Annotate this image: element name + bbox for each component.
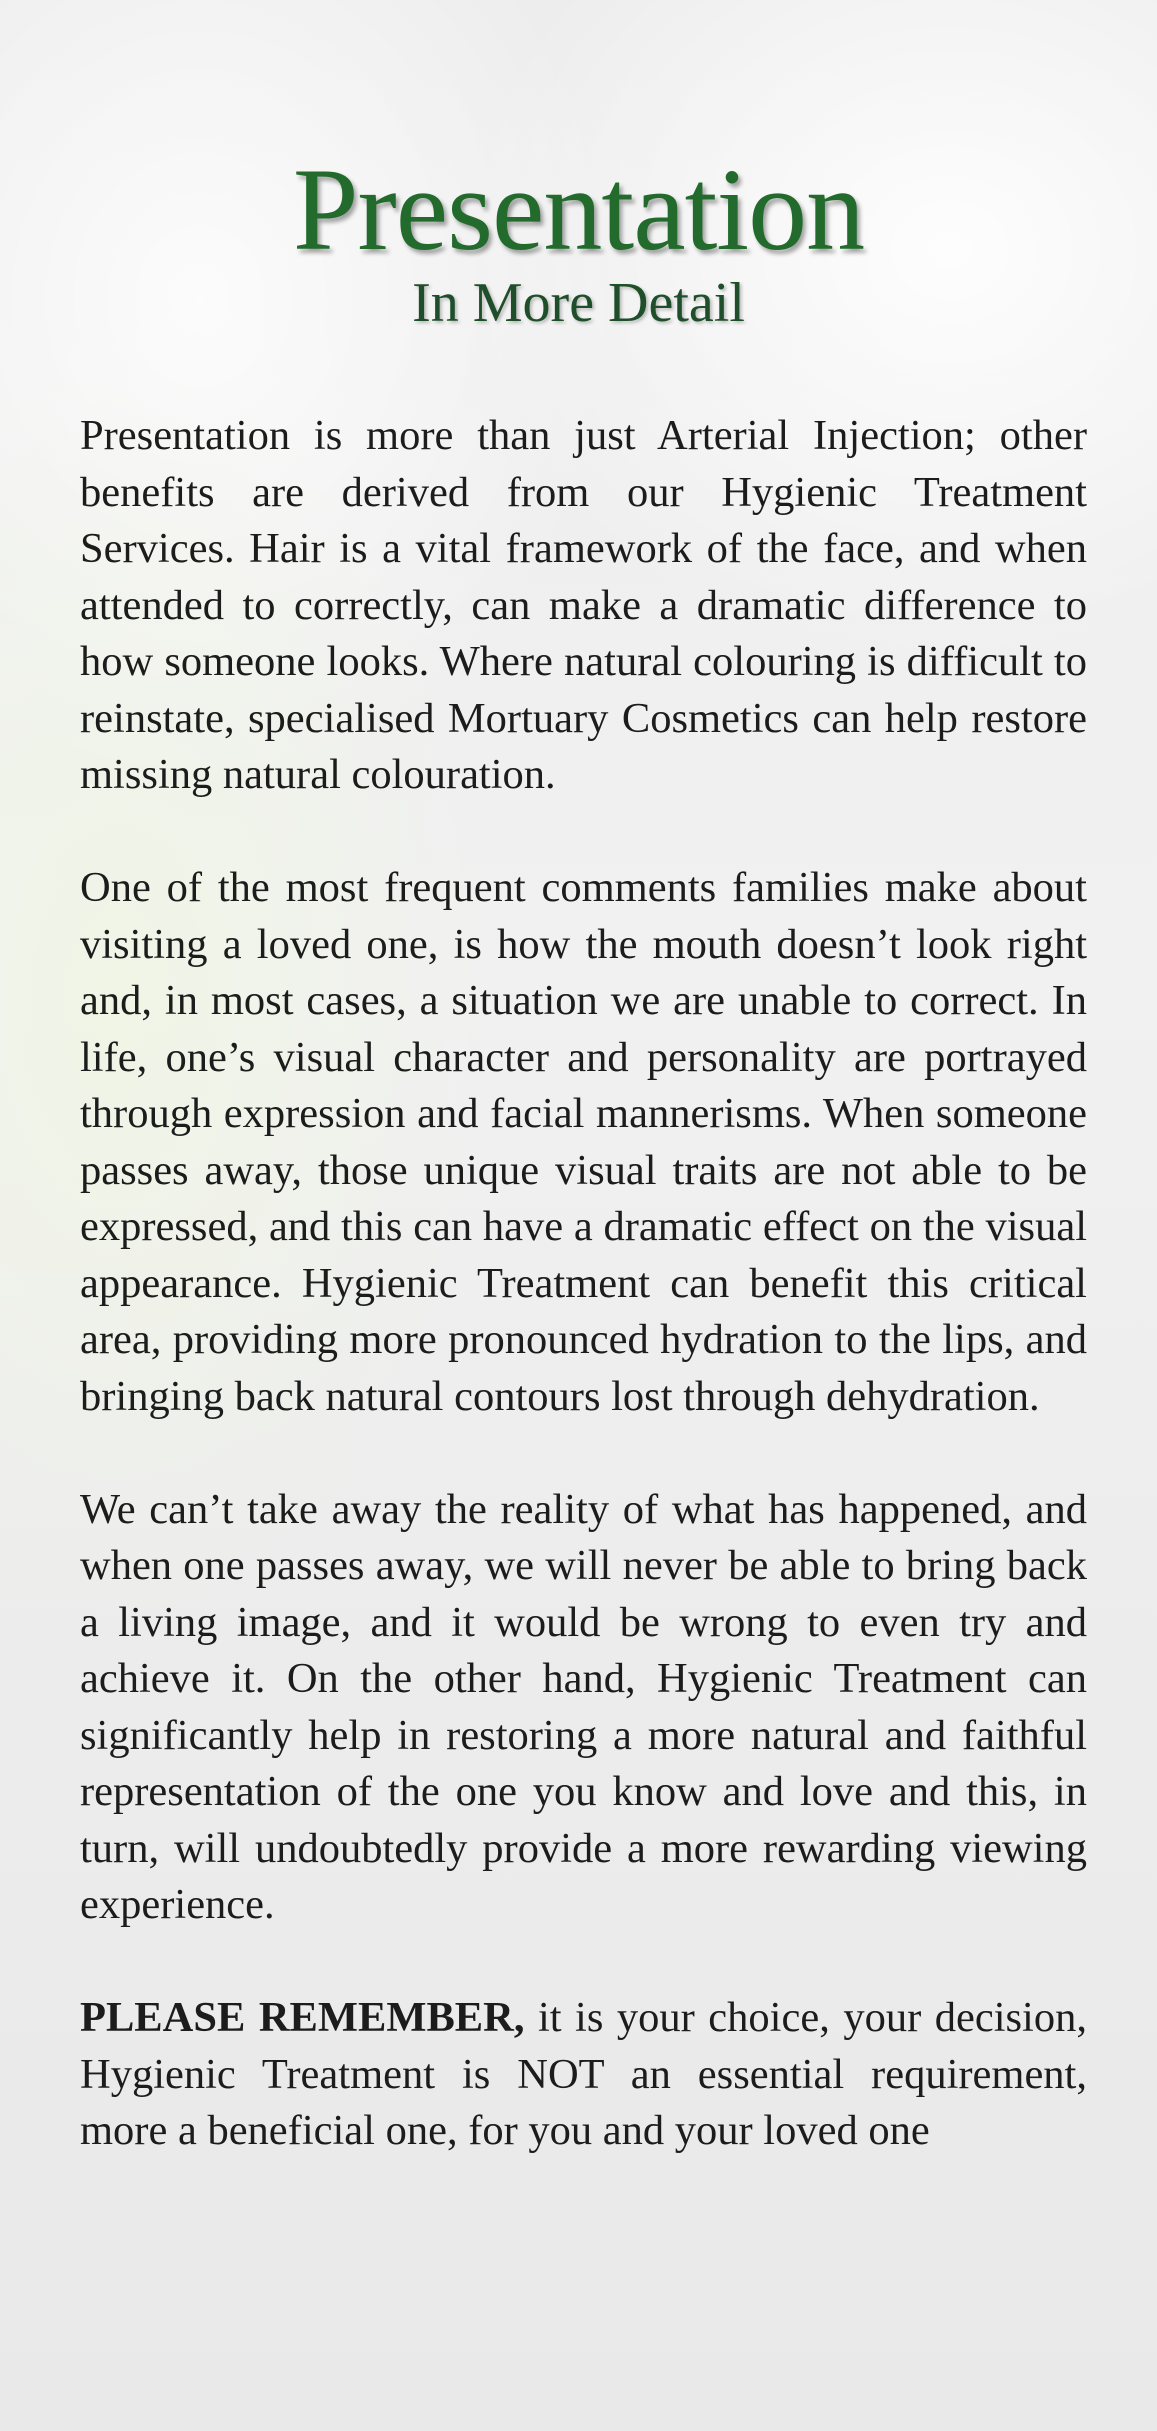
- paragraph-reality: We can’t take away the reality of what has happened, and when one passes away, we will never be able to bring back a living image, and it would be wrong to even try and achieve it. On the other hand, Hygienic Treatment can significantly help in restoring a more natural and faithful representation of the one you know and love and this, in turn, will undoubtedly provide a more rewarding viewing experience.: [80, 1485, 1087, 1928]
- reminder-text: it is your choice, your decision, Hygienic Treatment is NOT an essential requirement, more a beneficial one, for you and your loved one: [80, 1994, 1087, 2154]
- reminder-lead: PLEASE REMEMBER,: [80, 1994, 525, 2041]
- paragraph-reminder: [80, 1990, 1087, 2160]
- page-title: Presentation: [292, 144, 865, 275]
- page-subtitle: In More Detail: [412, 272, 745, 334]
- paragraph-mouth: One of the most frequent comments families make about visiting a loved one, is how the mouth doesn’t look right and, in most cases, a situation we are unable to correct. In life, one’s visual character and personality are portrayed through expression and facial mannerisms. When someone passes away, those unique visual traits are not able to be expressed, and this can have a dramatic effect on the visual appearance. Hygienic Treatment can benefit this critical area, providing more pronounced hydration to the lips, and bringing back natural contours lost through dehydration.: [80, 864, 1087, 1420]
- body-text: [80, 408, 1087, 2160]
- paragraph-presentation: Presentation is more than just Arterial Injection; other benefits are derived from our Hygienic Treatment Services. Hair is a vital framework of the face, and when attended to correctly, can make a dramatic difference to how someone looks. Where natural colouring is difficult to reinstate, specialised Mortuary Cosmetics can help restore missing natural colouration.: [80, 412, 1087, 798]
